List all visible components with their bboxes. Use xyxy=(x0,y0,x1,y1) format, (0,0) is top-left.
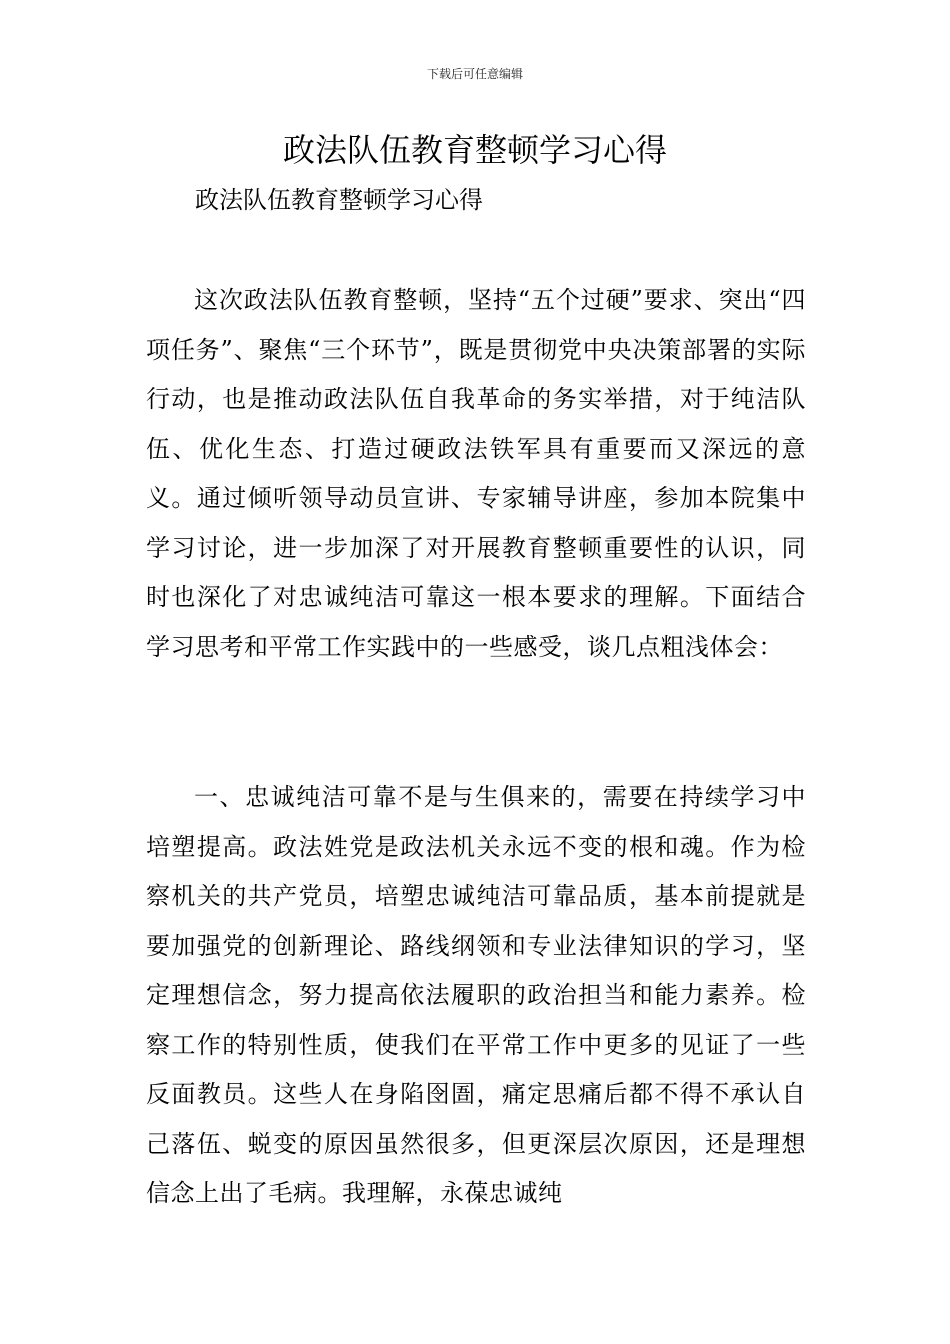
document-subtitle: 政法队伍教育整顿学习心得 xyxy=(195,186,483,214)
document-title: 政法队伍教育整顿学习心得 xyxy=(282,131,667,169)
body-paragraph-2: 一、忠诚纯洁可靠不是与生俱来的，需要在持续学习中培塑提高。政法姓党是政法机关永远不变的根和魂。作为检察机关的共产党员，培塑忠诚纯洁可靠品质，基本前提就是要加强党的创新理论、路线纲领和专业法律知识的学习，坚定理想信念，努力提高依法履职的政治担当和能力素养。检察工作的特别性质，使我们在平常工作中更多的见证了一些反面教员。这些人在身陷囹圄，痛定思痛后都不得不承认自己落伍、蜕变的原因虽然很多，但更深层次原因，还是理想信念上出了毛病。我理解，永葆忠诚纯 xyxy=(146,783,806,1207)
body-paragraph-1: 这次政法队伍教育整顿，坚持“五个过硬”要求、突出“四项任务”、聚焦“三个环节”，既是贯彻党中央决策部署的实际行动，也是推动政法队伍自我革命的务实举措，对于纯洁队伍、优化生态、打造过硬政法铁军具有重要而又深远的意义。通过倾听领导动员宣讲、专家辅导讲座，参加本院集中学习讨论，进一步加深了对开展教育整顿重要性的认识，同时也深化了对忠诚纯洁可靠这一根本要求的理解。下面结合学习思考和平常工作实践中的一些感受，谈几点粗浅体会： xyxy=(146,286,806,661)
page-header-note: 下载后可任意编辑 xyxy=(426,67,523,81)
